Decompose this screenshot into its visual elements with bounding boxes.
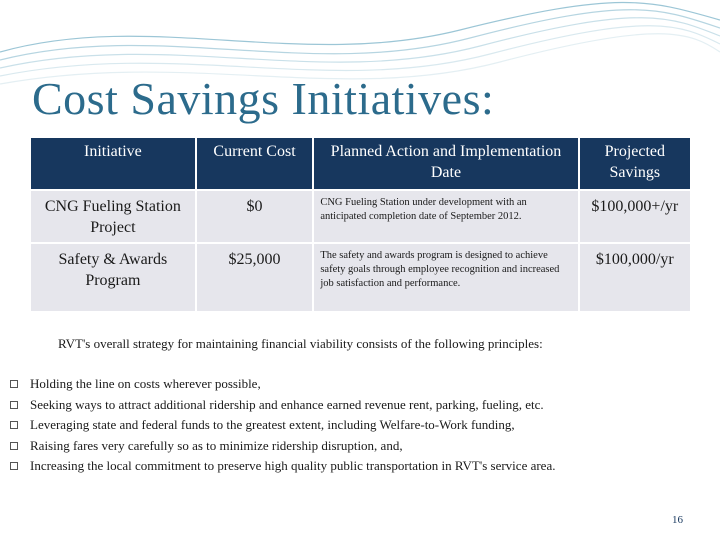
cell-projected-savings: $100,000+/yr	[580, 189, 690, 242]
list-item	[10, 395, 555, 416]
strategy-text: RVT's overall strategy for maintaining financial viability consists of the following principles:	[58, 336, 543, 351]
list-item	[10, 415, 555, 436]
principle-text: Increasing the local commitment to preserve high quality public transportation in RVT's service area.	[30, 458, 556, 474]
cell-current-cost: $0	[197, 189, 315, 242]
list-item	[10, 374, 555, 395]
list-item	[10, 456, 555, 477]
cell-initiative: Safety & Awards Program	[31, 242, 197, 311]
list-item	[10, 436, 555, 457]
cost-savings-table	[31, 138, 690, 311]
slide-title: Cost Savings Initiatives:	[32, 73, 495, 124]
cell-current-cost: $25,000	[197, 242, 315, 311]
cell-planned-action: The safety and awards program is designed to achieve safety goals through employee recognition and increased job satisfaction and performance.	[314, 242, 579, 311]
cell-projected-savings: $100,000/yr	[580, 242, 690, 311]
square-bullet-icon	[10, 401, 18, 409]
principle-text: Raising fares very carefully so as to minimize ridership disruption, and,	[30, 437, 403, 453]
page-number: 16	[672, 514, 683, 526]
cell-initiative: CNG Fueling Station Project	[31, 189, 197, 242]
header-initiative: Initiative	[31, 138, 197, 189]
header-projected-savings: Projected Savings	[580, 138, 690, 189]
square-bullet-icon	[10, 421, 18, 429]
square-bullet-icon	[10, 380, 18, 388]
table-row	[31, 189, 690, 242]
cell-planned-action: CNG Fueling Station under development with an anticipated completion date of September 2012.	[314, 189, 579, 242]
square-bullet-icon	[10, 442, 18, 450]
principle-text: Holding the line on costs wherever possible,	[30, 376, 261, 392]
principle-text: Seeking ways to attract additional ridership and enhance earned revenue rent, parking, fueling, etc.	[30, 396, 544, 412]
principles-list	[10, 374, 555, 477]
table-row	[31, 242, 690, 311]
table-header-row	[31, 138, 690, 189]
header-current-cost: Current Cost	[197, 138, 315, 189]
principle-text: Leveraging state and federal funds to the greatest extent, including Welfare-to-Work funding,	[30, 417, 515, 433]
header-planned-action: Planned Action and Implementation Date	[314, 138, 579, 189]
square-bullet-icon	[10, 462, 18, 470]
